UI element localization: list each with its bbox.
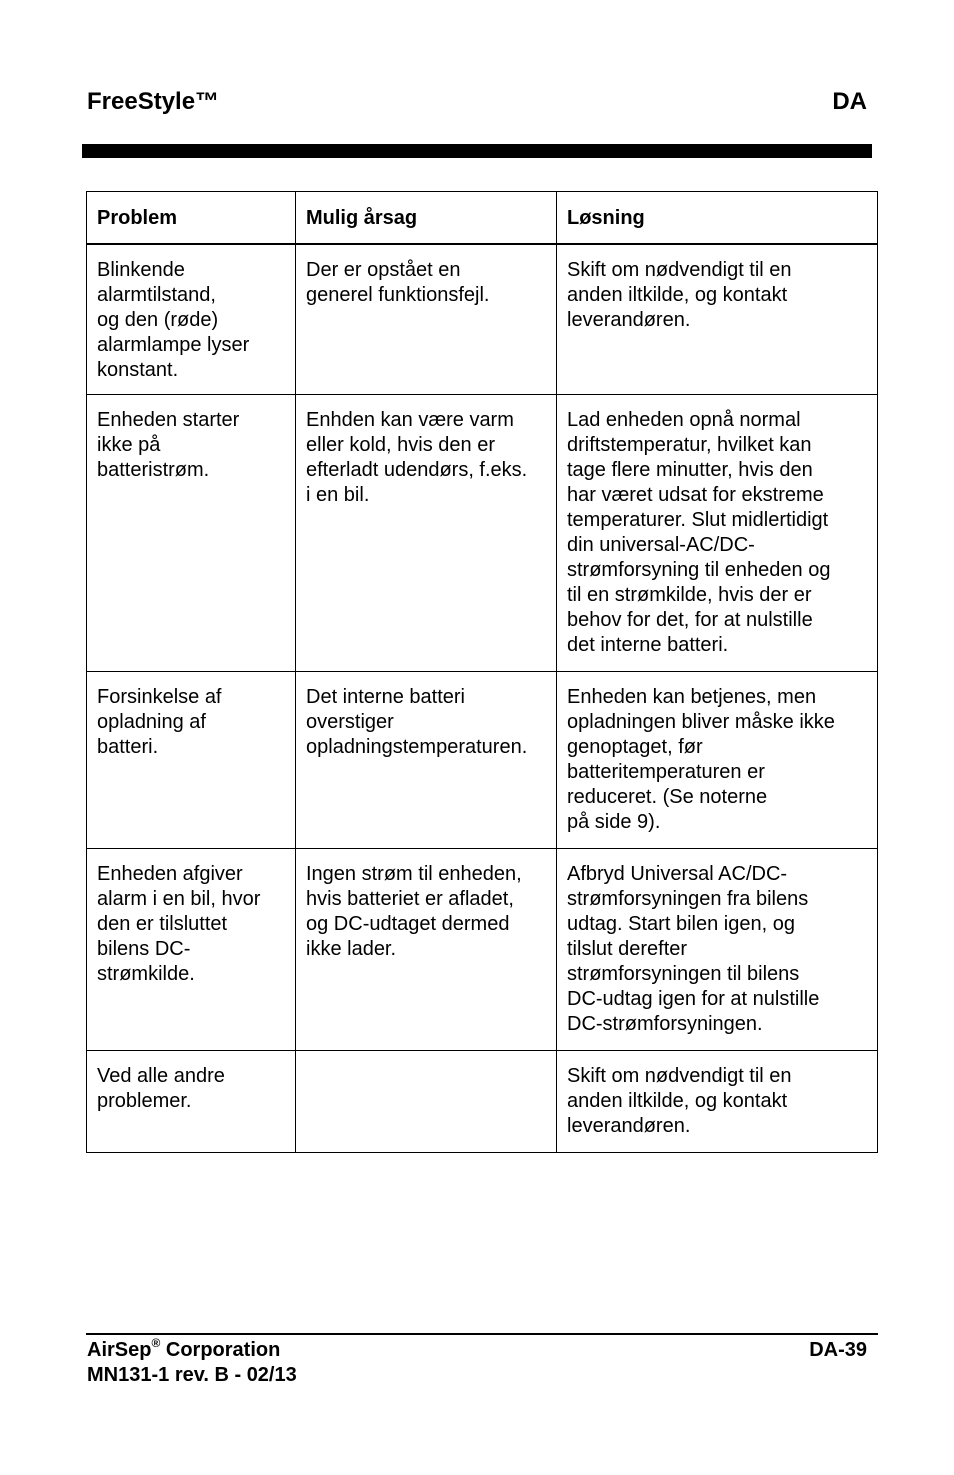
table-row <box>87 395 878 672</box>
language-code: DA <box>832 88 867 115</box>
header-divider <box>82 144 872 158</box>
column-header-problem: Problem <box>87 192 296 245</box>
registered-mark: ® <box>151 1336 161 1350</box>
cause-cell: Ingen strøm til enheden, hvis batteriet er afladet, og DC-udtaget dermed ikke lader. <box>296 849 557 1051</box>
footer-company-info <box>87 1338 297 1388</box>
problem-cell: Enheden starter ikke på batteristrøm. <box>87 395 296 672</box>
solution-cell: Afbryd Universal AC/DC- strømforsyningen fra bilens udtag. Start bilen igen, og tilslut derefter strømforsyningen til bilens DC-udtag igen for at nulstille DC-strømforsyningen. <box>557 849 878 1051</box>
column-header-cause: Mulig årsag <box>296 192 557 245</box>
table-row <box>87 672 878 849</box>
problem-cell: Blinkende alarmtilstand, og den (røde) alarmlampe lyser konstant. <box>87 244 296 395</box>
cause-cell: Enhden kan være varm eller kold, hvis den er efterladt udendørs, f.eks. i en bil. <box>296 395 557 672</box>
table-row <box>87 244 878 395</box>
cause-cell <box>296 1051 557 1153</box>
company-suffix: Corporation <box>160 1339 281 1361</box>
table-row <box>87 849 878 1051</box>
page-number: DA-39 <box>809 1339 867 1361</box>
problem-cell: Ved alle andre problemer. <box>87 1051 296 1153</box>
doc-revision: MN131-1 rev. B - 02/13 <box>87 1364 297 1386</box>
troubleshooting-table <box>86 191 878 1153</box>
problem-cell: Enheden afgiver alarm i en bil, hvor den er tilsluttet bilens DC- strømkilde. <box>87 849 296 1051</box>
company-line <box>87 1338 297 1363</box>
cause-cell: Der er opstået en generel funktionsfejl. <box>296 244 557 395</box>
table-row <box>87 1051 878 1153</box>
solution-cell: Enheden kan betjenes, men opladningen bliver måske ikke genoptaget, før batteritemperaturen er reduceret. (Se noterne på side 9). <box>557 672 878 849</box>
page-title: FreeStyle™ <box>87 88 220 115</box>
footer-divider <box>86 1333 878 1335</box>
company-name: AirSep <box>87 1339 152 1361</box>
solution-cell: Skift om nødvendigt til en anden iltkilde, og kontakt leverandøren. <box>557 244 878 395</box>
column-header-solution: Løsning <box>557 192 878 245</box>
table-header-row <box>87 192 878 245</box>
solution-cell: Lad enheden opnå normal driftstemperatur, hvilket kan tage flere minutter, hvis den har været udsat for ekstreme temperaturer. Slut midlertidigt din universal-AC/DC- strømforsyning til enheden og til en strømkilde, hvis der er behov for det, for at nulstille det interne batteri. <box>557 395 878 672</box>
cause-cell: Det interne batteri overstiger opladningstemperaturen. <box>296 672 557 849</box>
problem-cell: Forsinkelse af opladning af batteri. <box>87 672 296 849</box>
solution-cell: Skift om nødvendigt til en anden iltkilde, og kontakt leverandøren. <box>557 1051 878 1153</box>
